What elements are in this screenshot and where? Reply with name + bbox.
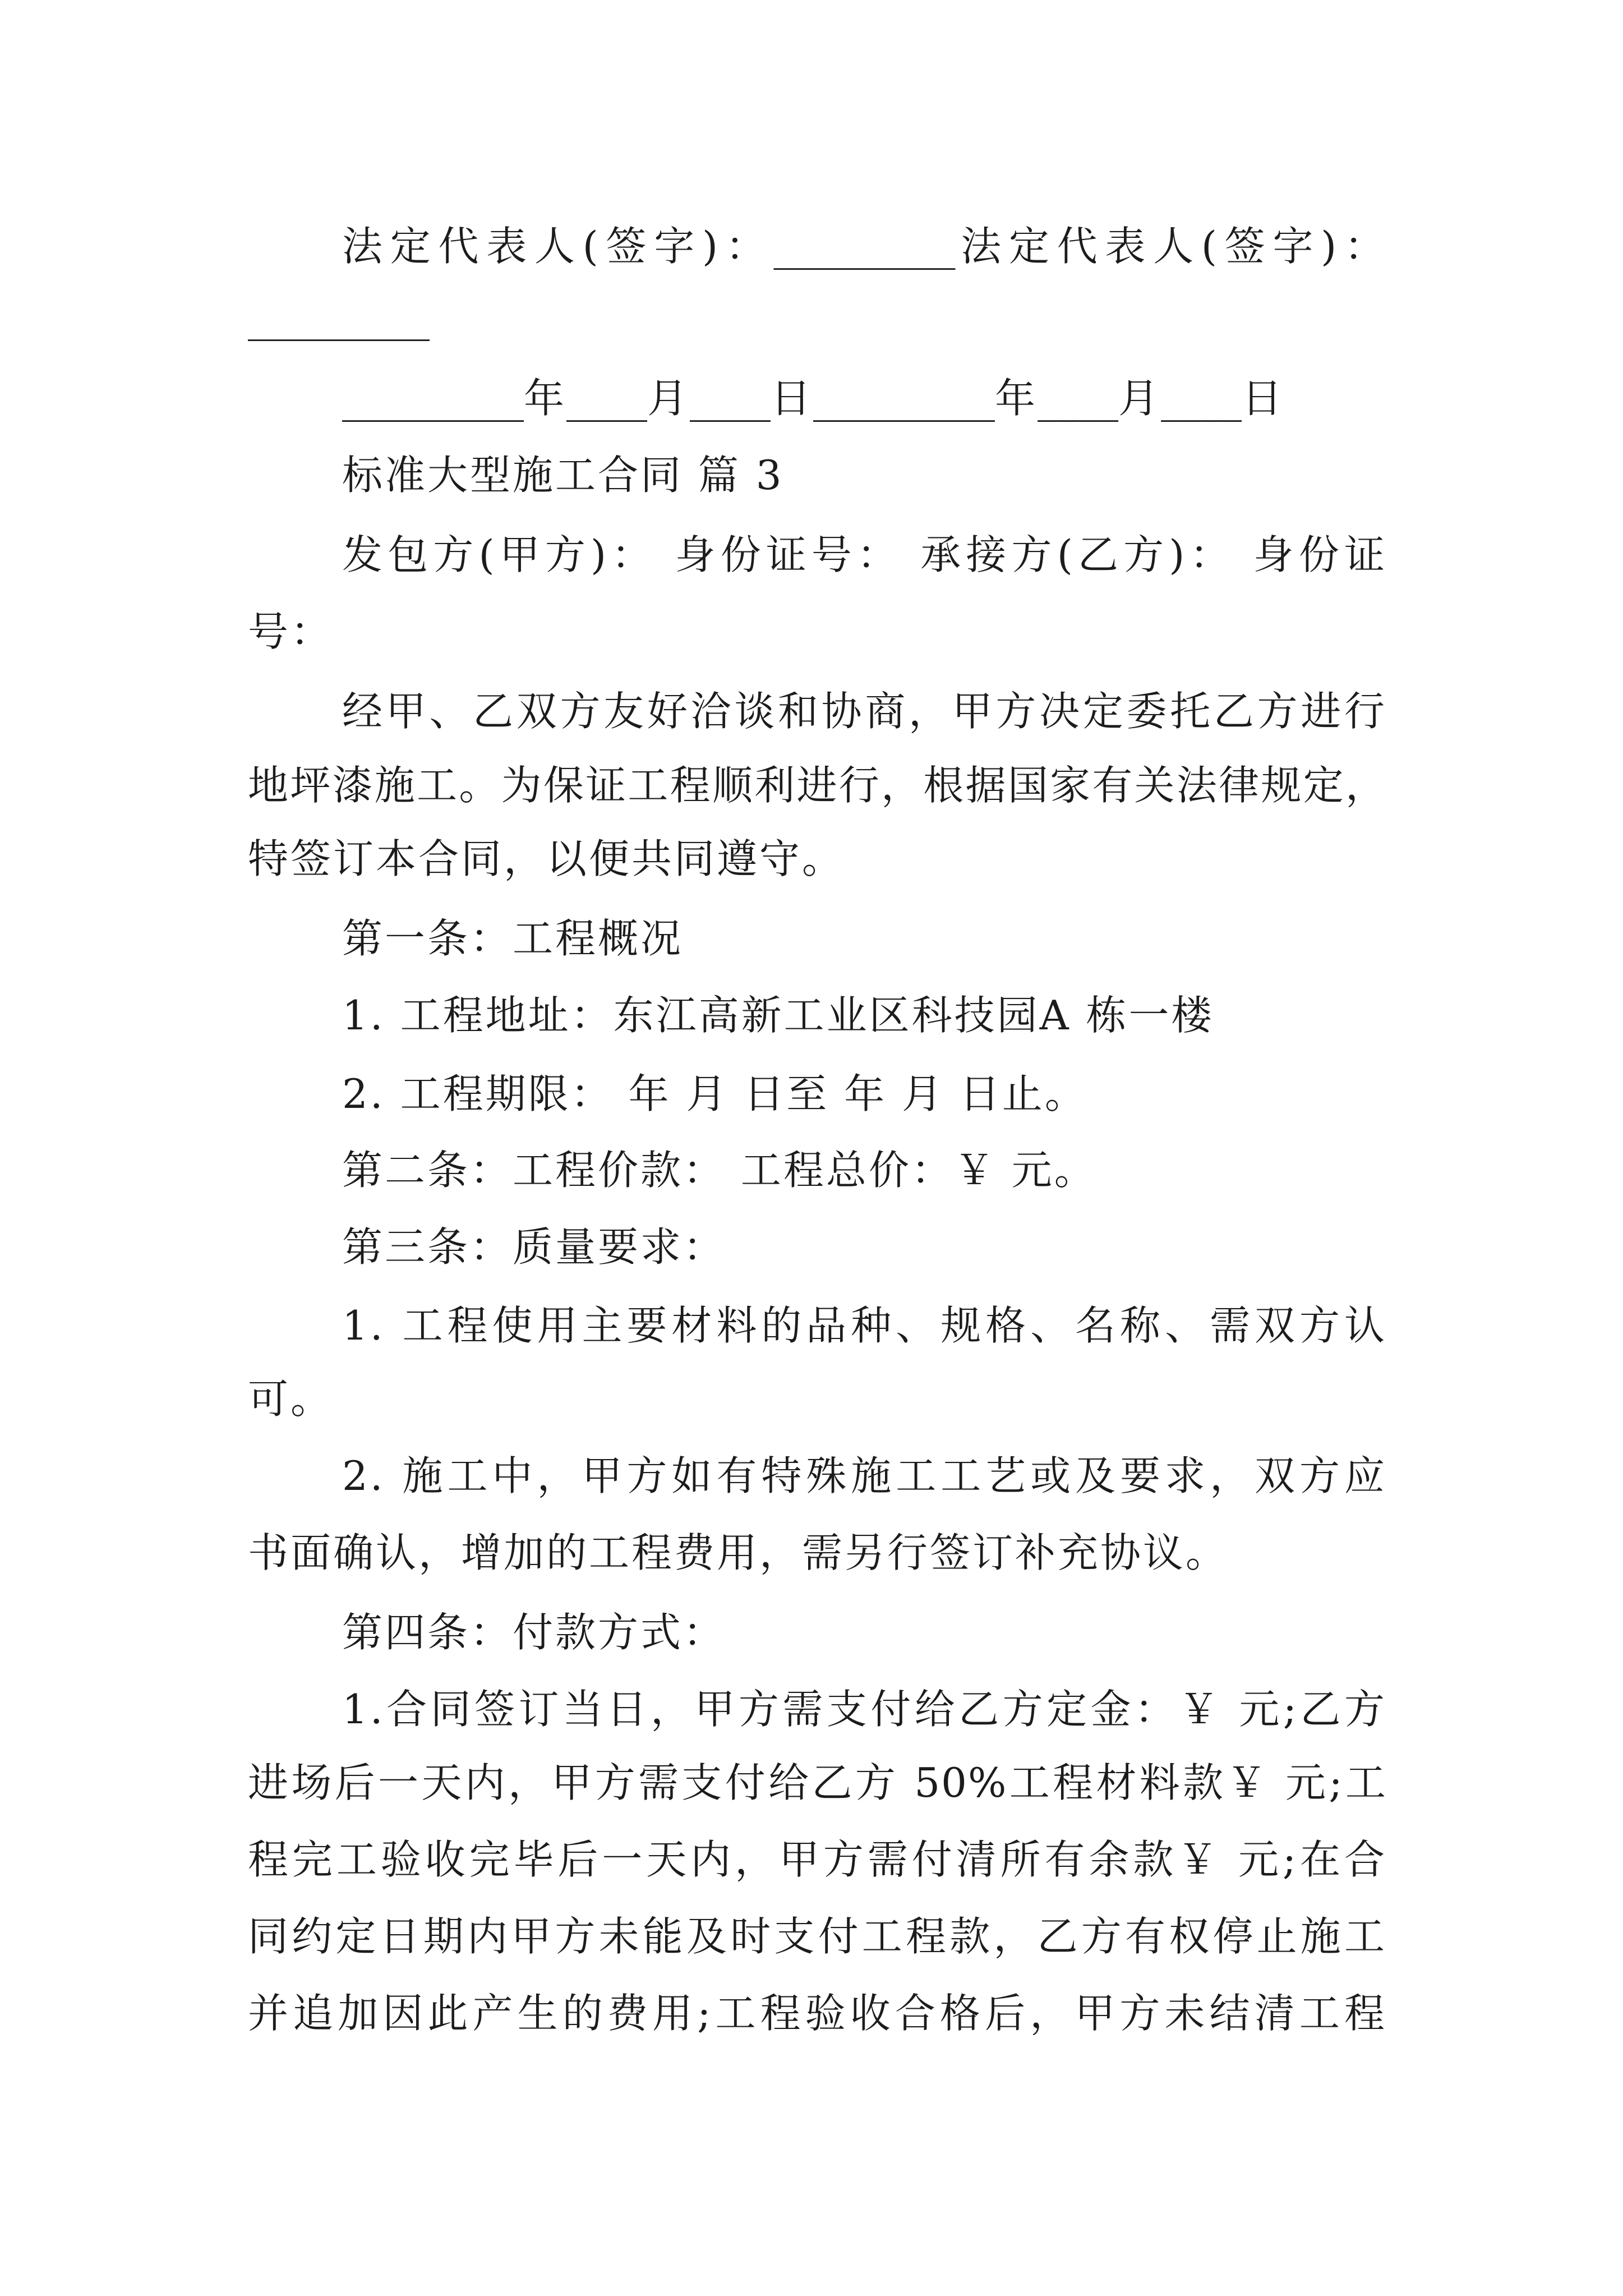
year-blank: _________ <box>342 375 524 422</box>
paragraph-line: 2. 施工中，甲方如有特殊施工工艺或及要求，双方应 <box>342 1452 1387 1499</box>
paragraph-line: 地坪漆施工。为保证工程顺利进行，根据国家有关法律规定， <box>248 762 1387 809</box>
paragraph-line: 程完工验收完毕后一天内，甲方需付清所有余款￥ 元;在合 <box>248 1836 1387 1883</box>
signature-label-party-a: 法定代表人(签字)： <box>342 223 774 270</box>
paragraph-line: 经甲、乙双方友好洽谈和协商，甲方决定委托乙方进行 <box>342 688 1387 735</box>
paragraph-line: 进场后一天内，甲方需支付给乙方 50%工程材料款￥ 元;工 <box>248 1759 1387 1806</box>
day-blank: ____ <box>690 375 771 422</box>
paragraph-line: 号： <box>248 608 334 655</box>
paragraph-line: 可。 <box>248 1375 334 1423</box>
paragraph-line: 并追加因此产生的费用;工程验收合格后，甲方未结清工程 <box>248 1990 1387 2037</box>
paragraph-line: 1.合同签订当日，甲方需支付给乙方定金：￥ 元;乙方 <box>342 1686 1387 1733</box>
month-label: 月 <box>647 375 690 422</box>
article-1-heading: 第一条：工程概况 <box>342 915 684 962</box>
signature-blank-line <box>248 289 1387 346</box>
year-blank: _________ <box>813 375 995 422</box>
month-blank: ____ <box>1038 375 1119 422</box>
article-1-item-2: 2. 工程期限： 年 月 日至 年 月 日止。 <box>342 1070 1087 1117</box>
paragraph-line: 发包方(甲方)： 身份证号： 承接方(乙方)： 身份证 <box>342 531 1387 578</box>
article-2-price: 第二条：工程价款： 工程总价：￥ 元。 <box>342 1147 1097 1194</box>
day-label: 日 <box>771 375 814 422</box>
signature-blank-party-a: _________ <box>773 223 956 270</box>
paragraph-line: 1. 工程使用主要材料的品种、规格、名称、需双方认 <box>342 1302 1387 1349</box>
article-1-item-1: 1. 工程地址：东江高新工业区科技园A 栋一楼 <box>342 992 1214 1039</box>
article-4-heading: 第四条：付款方式： <box>342 1609 726 1656</box>
month-label: 月 <box>1118 375 1161 422</box>
year-label: 年 <box>524 375 567 422</box>
paragraph-line: 同约定日期内甲方未能及时支付工程款，乙方有权停止施工 <box>248 1913 1387 1960</box>
article-3-heading: 第三条：质量要求： <box>342 1223 726 1271</box>
day-label: 日 <box>1242 375 1285 422</box>
section-heading: 标准大型施工合同 篇 3 <box>342 452 784 499</box>
paragraph-line: 书面确认，增加的工程费用，需另行签订补充协议。 <box>248 1529 1229 1576</box>
day-blank: ____ <box>1161 375 1242 422</box>
date-line <box>248 370 1387 426</box>
signature-label-party-b: 法定代表人(签字)： <box>955 223 1387 270</box>
signature-line <box>248 218 1387 274</box>
year-label: 年 <box>995 375 1038 422</box>
month-blank: ____ <box>566 375 648 422</box>
signature-blank-party-b: _________ <box>248 294 430 341</box>
paragraph-line: 特签订本合同，以便共同遵守。 <box>248 835 845 882</box>
